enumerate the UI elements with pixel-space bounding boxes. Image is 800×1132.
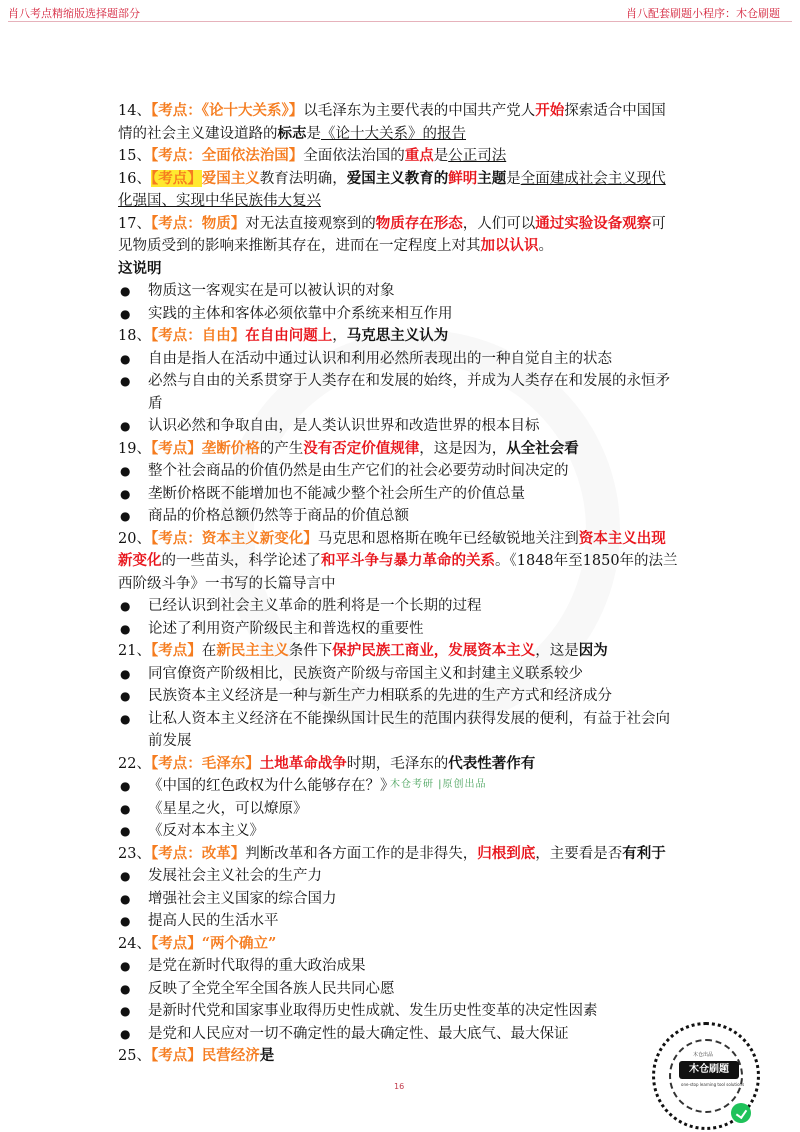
topic-tag: 【考点：自由】 [150, 327, 246, 344]
bullet-icon: ● [120, 306, 131, 321]
bullet-icon: ● [120, 891, 131, 906]
item-15: 15、【考点：全面依法治国】全面依法治国的重点是公正司法 [118, 147, 507, 164]
list-item: ● 提高人民的生活水平 [118, 910, 678, 933]
bullet-icon: ● [120, 779, 131, 793]
item-14: 14、【考点：《论十大关系》】以毛泽东为主要代表的中国共产党人开始探索适合中国国情的社会主义建设道路的标志是《论十大关系》的报告 [118, 102, 666, 142]
bullet-icon: ● [120, 374, 131, 388]
list-item: ● 已经认识到社会主义革命的胜利将是一个长期的过程 [118, 595, 678, 618]
item-21: 21、【考点】在新民主主义条件下保护民族工商业，发展资本主义，这是因为 [118, 642, 608, 659]
mini-program-qr-code[interactable] [652, 1022, 760, 1130]
bullet-icon: ● [120, 801, 131, 816]
list-item: ● 是党和人民应对一切不确定性的最大确定性、最大底气、最大保证 [118, 1023, 678, 1046]
bullet-icon: ● [120, 284, 131, 298]
list-item: ● 《反对本本主义》 [118, 820, 678, 843]
topic-tag: 【考点】 [150, 169, 202, 187]
header-left-title: 肖八考点精缩版选择题部分 [8, 7, 140, 20]
bullet-icon: ● [120, 621, 131, 636]
list-item: ● 必然与自由的关系贯穿于人类存在和发展的始终，并成为人类存在和发展的永恒矛盾 [118, 370, 678, 415]
list-item: ● 《中国的红色政权为什么能够存在？》 [118, 775, 678, 798]
bullet-icon: ● [120, 666, 131, 681]
page-number: 16 [394, 1082, 405, 1091]
item-23: 23、【考点：改革】判断改革和各方面工作的是非得失，归根到底，主要看是否有利于 [118, 844, 666, 862]
topic-tag: 【考点：全面依法治国】 [150, 147, 304, 164]
qr-logo-caption: 木仓出品 [693, 1052, 714, 1058]
topic-tag: 【考点：物质】 [150, 214, 246, 232]
page-header [0, 0, 800, 24]
list-item: ● 发展社会主义社会的生产力 [118, 865, 678, 888]
bullet-icon: ● [120, 599, 131, 613]
list-item: ● 民族资本主义经济是一种与新生产力相联系的先进的生产方式和经济成分 [118, 685, 678, 708]
bullet-icon: ● [120, 486, 131, 501]
list-item: ● 商品的价格总额仍然等于商品的价值总额 [118, 505, 678, 528]
item-25: 25、【考点】民营经济是 [118, 1047, 275, 1064]
header-divider [8, 21, 792, 22]
list-item: ● 让私人资本主义经济在不能操纵国计民生的范围内获得发展的便利，有益于社会向前发展 [118, 708, 678, 753]
item-19: 19、【考点】垄断价格的产生没有否定价值规律，这是因为，从全社会看 [118, 439, 579, 457]
list-item: ● 实践的主体和客体必须依靠中介系统来相互作用 [118, 303, 678, 326]
topic-tag: 【考点：改革】 [150, 844, 246, 862]
item-20: 20、【考点：资本主义新变化】马克思和恩格斯在晚年已经敏锐地关注到资本主义出现新变化的一些苗头，科学论述了和平斗争与暴力革命的关系。《1848年至1850年的法兰西阶级斗争》一书写的长篇导言中 [118, 529, 678, 592]
topic-tag: 【考点】 [150, 1047, 202, 1064]
list-item: ● 同官僚资产阶级相比，民族资产阶级与帝国主义和封建主义联系较少 [118, 663, 678, 686]
qr-logo-subtitle: one-stop learning tool solutions [681, 1082, 745, 1087]
topic-tag: 【考点】 [150, 642, 202, 659]
list-item: ● 是党在新时代取得的重大政治成果 [118, 955, 678, 978]
topic-tag: 【考点：毛泽东】 [150, 754, 260, 772]
bullet-icon: ● [120, 1026, 131, 1041]
bullet-icon: ● [120, 419, 131, 433]
list-item: ● 《星星之火，可以燎原》 [118, 798, 678, 821]
topic-tag: 【考点：资本主义新变化】 [150, 529, 318, 547]
list-item: ● 增强社会主义国家的综合国力 [118, 888, 678, 911]
bullet-icon: ● [120, 711, 131, 726]
list-item: ● 是新时代党和国家事业取得历史性成就、发生历史性变革的决定性因素 [118, 1000, 678, 1023]
topic-tag: 【考点】 [150, 934, 202, 952]
item-24: 24、【考点】“两个确立” [118, 934, 277, 952]
item-17: 17、【考点：物质】对无法直接观察到的物质存在形态，人们可以通过实验设备观察可见物质受到的影响来推断其存在，进而在一定程度上对其加以认识。 这说明 [118, 214, 666, 277]
header-right-title: 肖八配套刷题小程序：木仓刷题 [626, 7, 780, 20]
bullet-icon: ● [120, 981, 131, 996]
list-item: ● 整个社会商品的价值仍然是由生产它们的社会必要劳动时间决定的 [118, 460, 678, 483]
bullet-icon: ● [120, 869, 131, 883]
bullet-icon: ● [120, 509, 131, 523]
list-item: ● 物质这一客观实在是可以被认识的对象 [118, 280, 678, 303]
bullet-icon: ● [120, 464, 131, 478]
list-item: ● 论述了利用资产阶级民主和普选权的重要性 [118, 618, 678, 641]
watermark-text: 木仓考研 |原创出品 [390, 779, 487, 790]
bullet-icon: ● [120, 914, 131, 928]
list-item: ● 垄断价格既不能增加也不能减少整个社会所生产的价值总量 [118, 483, 678, 506]
list-item: ● 认识必然和争取自由，是人类认识世界和改造世界的根本目标 [118, 415, 678, 438]
bullet-icon: ● [120, 959, 131, 973]
item-18: 18、【考点：自由】在自由问题上，马克思主义认为 [118, 327, 449, 344]
bullet-icon: ● [120, 1004, 131, 1018]
bullet-icon: ● [120, 689, 131, 703]
topic-tag: 【考点：《论十大关系》】 [150, 102, 304, 119]
mini-program-icon [731, 1103, 751, 1123]
question-content [118, 100, 678, 1068]
list-item: ● 反映了全党全军全国各族人民共同心愿 [118, 978, 678, 1001]
item-16: 16、【考点】爱国主义教育法明确，爱国主义教育的鲜明主题是全面建成社会主义现代化强国、实现中华民族伟大复兴 [118, 169, 666, 209]
topic-tag: 【考点】 [150, 439, 202, 457]
qr-logo: 木仓刷题 [679, 1061, 739, 1079]
item-22: 22、【考点：毛泽东】土地革命战争时期，毛泽东的代表性著作有 [118, 754, 536, 772]
bullet-icon: ● [120, 824, 131, 838]
list-item: ● 自由是指人在活动中通过认识和利用必然所表现出的一种自觉自主的状态 [118, 348, 678, 371]
bullet-icon: ● [120, 351, 131, 366]
